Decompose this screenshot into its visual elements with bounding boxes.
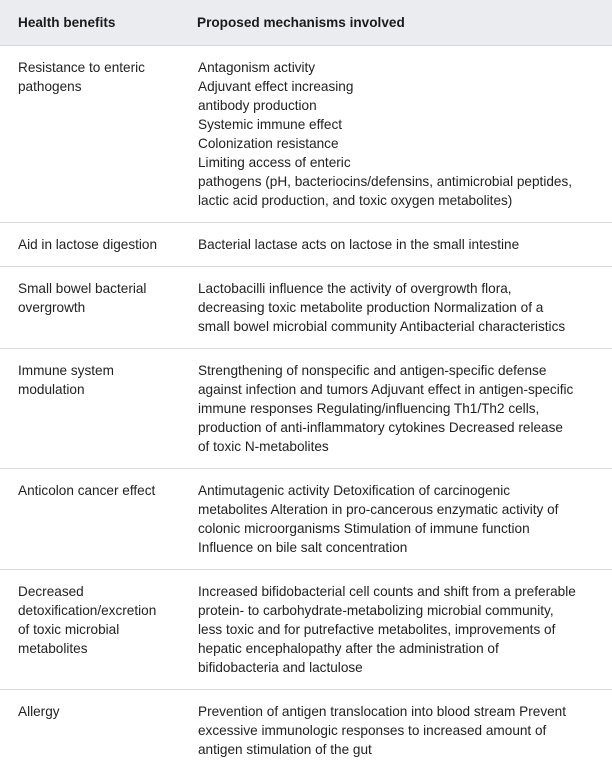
benefit-cell xyxy=(0,267,179,349)
mechanism-text: Strengthening of nonspecific and antigen-specific defense xyxy=(198,363,547,378)
benefit-text: Aid in lactose digestion xyxy=(18,237,158,252)
mechanism-cell xyxy=(179,570,612,690)
mechanism-text: Systemic immune effect xyxy=(198,117,343,132)
mechanism-cell xyxy=(179,267,612,349)
benefit-text: Allergy xyxy=(18,704,60,719)
mechanism-text: less toxic and for putrefactive metabolites, improvements of xyxy=(198,622,556,637)
mechanism-cell xyxy=(179,223,612,267)
benefit-text: pathogens xyxy=(18,79,82,94)
header-row xyxy=(0,0,612,46)
mechanism-text: production of anti-inflammatory cytokines Decreased release xyxy=(198,420,563,435)
benefit-text: Anticolon cancer effect xyxy=(18,483,156,498)
mechanism-cell xyxy=(179,46,612,223)
mechanism-text: excessive immunologic responses to increased amount of xyxy=(198,723,547,738)
mechanism-cell xyxy=(179,469,612,570)
mechanism-text: Lactobacilli influence the activity of overgrowth flora, xyxy=(198,281,512,296)
benefit-cell xyxy=(0,570,179,690)
benefit-cell xyxy=(0,223,179,267)
benefit-text: detoxification/excretion xyxy=(18,603,157,618)
table-row xyxy=(0,223,612,267)
benefit-text: metabolites xyxy=(18,641,88,656)
benefit-cell xyxy=(0,46,179,223)
mechanism-text: lactic acid production, and toxic oxygen metabolites) xyxy=(198,193,513,208)
mechanism-text: protein- to carbohydrate-metabolizing microbial community, xyxy=(198,603,554,618)
mechanism-text: hepatic encephalopathy after the administration of xyxy=(198,641,499,656)
mechanism-text: against infection and tumors Adjuvant effect in antigen-specific xyxy=(198,382,574,397)
benefit-text: of toxic microbial xyxy=(18,622,120,637)
mechanism-text: colonic microorganisms Stimulation of immune function xyxy=(198,521,530,536)
mechanism-text: bifidobacteria and lactulose xyxy=(198,660,363,675)
mechanism-text: antibody production xyxy=(198,98,317,113)
mechanism-text: pathogens (pH, bacteriocins/defensins, antimicrobial peptides, xyxy=(198,174,573,189)
benefit-text: modulation xyxy=(18,382,85,397)
benefit-cell xyxy=(0,349,179,469)
mechanism-text: Increased bifidobacterial cell counts and shift from a preferable xyxy=(198,584,576,599)
table-row xyxy=(0,349,612,469)
table-row xyxy=(0,469,612,570)
mechanism-text: Antimutagenic activity Detoxification of carcinogenic xyxy=(198,483,511,498)
table-row xyxy=(0,570,612,690)
benefit-cell xyxy=(0,469,179,570)
mechanism-text: antigen stimulation of the gut xyxy=(198,742,372,757)
mechanism-text: metabolites Alteration in pro-cancerous enzymatic activity of xyxy=(198,502,559,517)
mechanism-text: Prevention of antigen translocation into blood stream Prevent xyxy=(198,704,567,719)
benefit-text: Small bowel bacterial xyxy=(18,281,147,296)
header-proposed-mechanisms: Proposed mechanisms involved xyxy=(179,0,612,46)
mechanism-cell xyxy=(179,690,612,771)
mechanism-text: Limiting access of enteric xyxy=(198,155,351,170)
mechanism-text: Influence on bile salt concentration xyxy=(198,540,408,555)
mechanism-text: immune responses Regulating/influencing Th1/Th2 cells, xyxy=(198,401,540,416)
table-row xyxy=(0,690,612,771)
mechanism-text: Antagonism activity xyxy=(198,60,316,75)
table-row xyxy=(0,46,612,223)
mechanism-text: Adjuvant effect increasing xyxy=(198,79,354,94)
header-health-benefits: Health benefits xyxy=(0,0,179,46)
mechanism-text: Bacterial lactase acts on lactose in the small intestine xyxy=(198,237,520,252)
benefit-text: Immune system xyxy=(18,363,114,378)
benefit-text: overgrowth xyxy=(18,300,86,315)
table-row xyxy=(0,267,612,349)
mechanism-text: Colonization resistance xyxy=(198,136,339,151)
mechanism-text: decreasing toxic metabolite production Normalization of a xyxy=(198,300,544,315)
benefit-text: Resistance to enteric xyxy=(18,60,145,75)
benefit-text: Decreased xyxy=(18,584,84,599)
mechanism-text: of toxic N-metabolites xyxy=(198,439,329,454)
benefit-cell xyxy=(0,690,179,771)
mechanism-cell xyxy=(179,349,612,469)
mechanism-text: small bowel microbial community Antibacterial characteristics xyxy=(198,319,566,334)
